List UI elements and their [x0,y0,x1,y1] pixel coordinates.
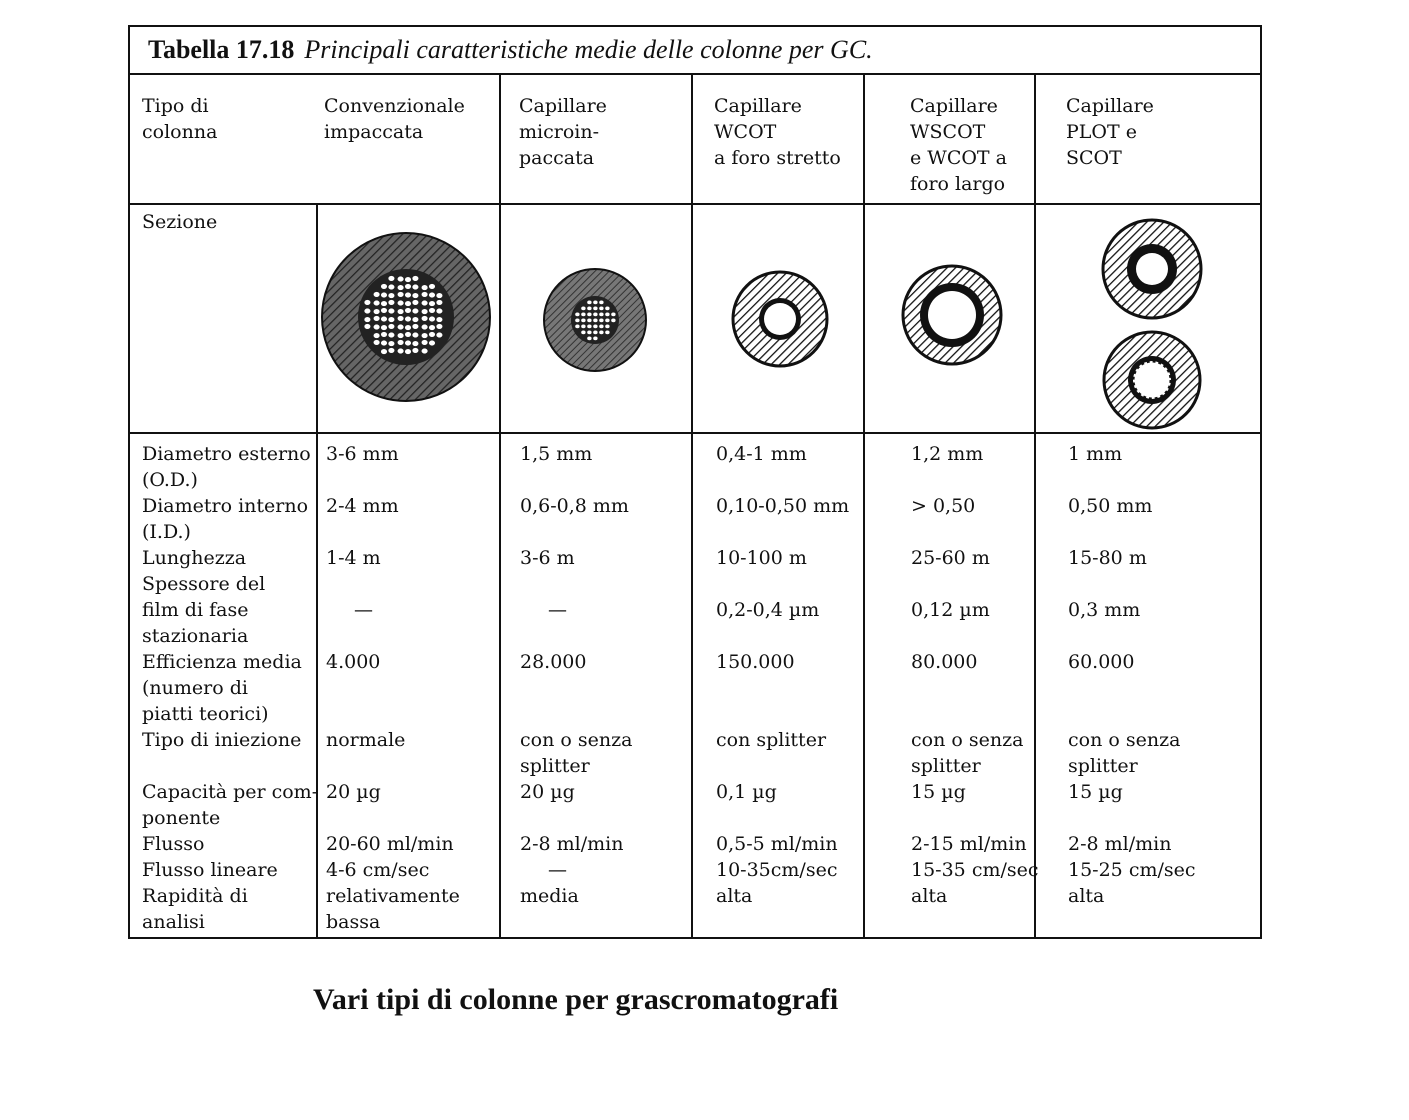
packing-grain [605,306,610,310]
table-cell: — [548,859,567,881]
table-cell: 0,2-0,4 µm [716,599,820,621]
packing-grain [364,308,371,314]
table-cell: 3-6 m [520,547,575,569]
packing-grain [429,301,436,307]
packing-grain [421,292,428,298]
packing-grain [587,312,592,316]
row-label: Spessore del film di fase stazionaria [142,573,266,647]
packing-grain [381,332,388,338]
packing-grain [421,309,428,315]
table-cell: 15 µg [1068,781,1123,803]
table-cell: 1,2 mm [911,443,984,465]
bore [1136,253,1168,285]
packing-grain [364,300,371,306]
table-cell: 3-6 mm [326,443,399,465]
table-cell: 20-60 ml/min [326,833,454,855]
packing-grain [599,306,604,310]
wcot-narrow-section [730,269,830,369]
packing-grain [381,292,388,298]
table-number: Tabella 17.18 [148,35,295,64]
packing-grain [405,316,412,322]
table-cell: > 0,50 [911,495,976,517]
packing-grain [397,316,404,322]
packing-grain [599,318,604,322]
table-cell: 0,3 mm [1068,599,1141,621]
packing-grain [412,300,419,306]
table-cell: 2-8 ml/min [520,833,624,855]
micropacked-column-section [542,267,648,373]
packing-grain [397,285,404,291]
packing-grain [397,348,404,354]
table-cell: 20 µg [326,781,381,803]
table-cell: 0,5-5 ml/min [716,833,838,855]
packing-grain [381,284,388,290]
packing-grain [575,324,580,328]
packing-grain [436,293,443,299]
packing-grain [405,325,412,331]
table-cell: 2-4 mm [326,495,399,517]
packing-grain [605,318,610,322]
table-cell: con splitter [716,729,827,751]
packing-grain [429,316,436,322]
packing-grain [405,340,412,346]
packing-grain [373,309,380,315]
packing-grain [412,276,419,282]
table-cell: 2-15 ml/min [911,833,1027,855]
packing-grain [436,300,443,306]
packing-grain [421,348,428,354]
packing-grain [412,332,419,338]
packing-grain [397,292,404,298]
packing-grain [364,324,371,330]
packing-grain [381,301,388,307]
packing-grain [599,330,604,334]
packing-grain [599,300,604,304]
packing-grain [388,332,395,338]
row-label: Flusso lineare [142,859,278,881]
table-cell: 0,6-0,8 mm [520,495,629,517]
header-cell-type: Tipo di colonna [142,95,218,143]
packing-grain [593,324,598,328]
column-divider [691,73,693,937]
packing-grain [373,300,380,306]
table-cell: 0,1 µg [716,781,777,803]
packing-grain [436,332,443,338]
table-cell: 10-35cm/sec [716,859,838,881]
table-cell: normale [326,729,406,751]
table-cell: — [354,599,373,621]
packing-grain [611,318,616,322]
header-divider [130,203,1260,205]
packing-grain [388,284,395,290]
packing-grain [587,300,592,304]
packing-grain [429,340,436,346]
packing-grain [381,340,388,346]
table-cell: 0,12 µm [911,599,990,621]
table-cell: 15-25 cm/sec [1068,859,1196,881]
packing-grain [436,317,443,323]
header-cell-packed: Convenzionale impaccata [324,95,465,143]
section-label: Sezione [142,211,218,233]
table-cell: 80.000 [911,651,978,673]
packing-grain [388,348,395,354]
bore [928,291,976,339]
packing-grain [397,340,404,346]
table-cell: 150.000 [716,651,795,673]
packing-grain [587,306,592,310]
header-cell-wcot-narrow: Capillare WCOT a foro stretto [714,95,841,169]
table-cell: 10-100 m [716,547,807,569]
packing-grain [581,306,586,310]
packing-grain [397,276,404,282]
packing-grain [412,293,419,299]
packing-grain [373,316,380,322]
table-cell: 4.000 [326,651,381,673]
packing-grain [587,324,592,328]
packing-grain [397,333,404,339]
packing-grain [388,300,395,306]
packing-grain [605,324,610,328]
table-cell: alta [911,885,948,907]
packing-grain [397,324,404,330]
column-divider [499,73,501,937]
packing-grain [405,308,412,314]
packing-grain [388,308,395,314]
packing-grain [429,308,436,314]
table-cell: 4-6 cm/sec [326,859,430,881]
packing-grain [412,341,419,347]
table-cell: relativamente bassa [326,885,460,933]
packing-grain [373,292,380,298]
packing-grain [405,277,412,283]
section-divider [130,432,1260,434]
table-cell: con o senza splitter [520,729,633,777]
table-cell: alta [716,885,753,907]
row-label: Capacità per com- ponente [142,781,319,829]
footer-caption: Vari tipi di colonne per grascromatografi [313,983,839,1016]
packing-grain [605,330,610,334]
packing-grain [593,330,598,334]
table-cell: — [548,599,567,621]
packing-grain [412,348,419,354]
packing-grain [421,285,428,291]
packing-grain [381,349,388,355]
packing-grain [397,309,404,315]
table-cell: 60.000 [1068,651,1135,673]
packing-grain [412,324,419,330]
packing-grain [593,300,598,304]
packing-grain [405,332,412,338]
packing-grain [388,341,395,347]
wcot-wide-section [900,263,1004,367]
column-divider [863,73,865,937]
header-cell-plot-scot: Capillare PLOT e SCOT [1066,95,1154,169]
packing-grain [388,293,395,299]
packing-grain [405,301,412,307]
row-label: Diametro interno (I.D.) [142,495,309,543]
packing-grain [405,349,412,355]
table-cell: alta [1068,885,1105,907]
table-cell: 28.000 [520,651,587,673]
header-cell-micropacked: Capillare microin- paccata [519,95,607,169]
packing-grain [436,308,443,314]
table-cell: 20 µg [520,781,575,803]
table-cell: 15-35 cm/sec [911,859,1039,881]
packing-grain [421,340,428,346]
packing-grain [436,324,443,330]
packing-grain [581,330,586,334]
table-cell: 0,50 mm [1068,495,1153,517]
packing-grain [575,312,580,316]
table-cell: con o senza splitter [1068,729,1181,777]
row-label: Rapidità di analisi [142,885,248,933]
packing-grain [421,324,428,330]
table-cell: 2-8 ml/min [1068,833,1172,855]
packing-grain [611,312,616,316]
table-cell: media [520,885,579,907]
packing-grain [421,333,428,339]
packing-grain [412,284,419,290]
packing-grain [373,324,380,330]
packing-grain [587,336,592,340]
packing-grain [581,312,586,316]
plot-section [1100,217,1204,321]
header-cell-wcot-wide: Capillare WSCOT e WCOT a foro largo [910,95,1007,195]
table-cell: 25-60 m [911,547,990,569]
table-caption [130,27,1260,75]
packing-grain [599,312,604,316]
packing-grain [575,318,580,322]
characteristics-table [128,25,1262,939]
packing-grain [429,325,436,331]
packing-grain [429,292,436,298]
packing-grain [429,332,436,338]
packing-grain [593,318,598,322]
row-label: Diametro esterno (O.D.) [142,443,311,491]
packing-grain [421,316,428,322]
packing-grain [364,317,371,323]
packing-grain [388,317,395,323]
packing-grain [373,340,380,346]
row-label: Tipo di iniezione [142,729,302,751]
packing-grain [587,318,592,322]
packing-grain [581,318,586,322]
packing-grain [397,300,404,306]
row-label: Lunghezza [142,547,247,569]
packing-grain [405,284,412,290]
packing-grain [421,300,428,306]
table-cell: 15 µg [911,781,966,803]
packing-grain [388,324,395,330]
table-cell: 0,4-1 mm [716,443,807,465]
packing-grain [593,306,598,310]
packing-grain [373,333,380,339]
packing-grain [429,284,436,290]
packing-grain [581,324,586,328]
packing-grain [381,308,388,314]
packing-grain [388,276,395,282]
packing-grain [593,336,598,340]
table-cell: 1 mm [1068,443,1123,465]
packing-grain [381,316,388,322]
packing-grain [587,330,592,334]
row-label: Flusso [142,833,205,855]
table-cell: 1,5 mm [520,443,593,465]
packing-grain [412,317,419,323]
packing-grain [599,324,604,328]
table-cell: 0,10-0,50 mm [716,495,850,517]
column-divider [1034,73,1036,937]
table-title: Principali caratteristiche medie delle colonne per GC. [304,35,873,64]
packing-grain [412,308,419,314]
row-label: Efficienza media (numero di piatti teorici) [142,651,302,725]
table-cell: 15-80 m [1068,547,1147,569]
table-cell: 1-4 m [326,547,381,569]
packing-grain [405,292,412,298]
scot-section [1100,328,1204,432]
bore [764,303,796,335]
packing-grain [381,325,388,331]
table-cell: con o senza splitter [911,729,1024,777]
packed-column-section [320,231,492,403]
packing-grain [593,312,598,316]
packing-grain [605,312,610,316]
